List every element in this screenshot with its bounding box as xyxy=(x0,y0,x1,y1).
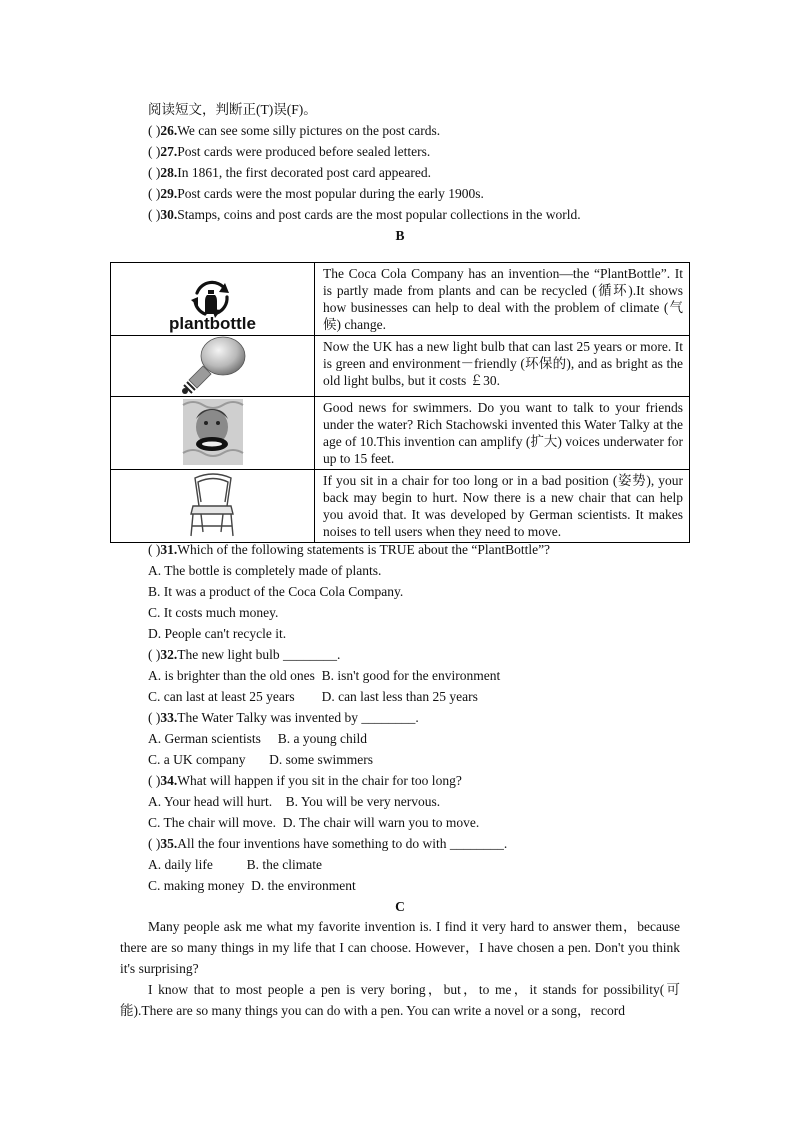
option: C. The chair will move. D. The chair will warn you to move. xyxy=(148,815,480,830)
swimmer-photo xyxy=(111,397,314,467)
question-text: In 1861, the first decorated post card appeared. xyxy=(177,165,432,180)
option: A. daily life B. the climate xyxy=(148,857,322,872)
inventions-table xyxy=(110,262,690,543)
question-number: 35. xyxy=(160,836,178,851)
question-29 xyxy=(148,185,484,202)
plantbottle-logo-cell xyxy=(111,263,315,336)
question-text: All the four inventions have something to do with ________. xyxy=(177,836,508,851)
table-row xyxy=(111,263,690,336)
answer-bracket: ( ) xyxy=(148,710,161,725)
section-heading-c: C xyxy=(395,899,405,914)
answer-bracket: ( ) xyxy=(148,165,161,180)
invention-text: If you sit in a chair for too long or in a bad position (姿势), your back may begin to hurt. Now there is a new chair that can help you avoid that. It was developed by German scientists. It makes noises to tell users when they need to move. xyxy=(315,470,690,543)
table-row xyxy=(111,336,690,397)
question-number: 34. xyxy=(160,773,178,788)
option: A. is brighter than the old ones B. isn't good for the environment xyxy=(148,668,501,683)
question-number: 32. xyxy=(160,647,178,662)
paragraph: Many people ask me what my favorite invention is. I find it very hard to answer them，because there are so many things in my life that I can choose. However，I have chosen a pen. Don't you think it's surprising? xyxy=(120,919,680,976)
paragraph: I know that to most people a pen is very boring，but，to me，it stands for possibility(可能).There are so many things you can do with a pen. You can write a novel or a song，record xyxy=(120,982,680,1018)
answer-bracket: ( ) xyxy=(148,773,161,788)
answer-bracket: ( ) xyxy=(148,836,161,851)
question-34 xyxy=(148,772,462,789)
question-number: 26. xyxy=(160,123,178,138)
question-text: The new light bulb ________. xyxy=(177,647,341,662)
logo-text: plantbottle xyxy=(169,314,256,333)
invention-text: Good news for swimmers. Do you want to talk to your friends under the water? Rich Stachowski invented this Water Talky at the age of 10.This invention can amplify (扩大) voices underwater for up to 15 feet. xyxy=(315,397,690,470)
chair-cell xyxy=(111,470,315,543)
question-28 xyxy=(148,164,431,181)
table-row xyxy=(111,470,690,543)
invention-text: The Coca Cola Company has an invention—the “PlantBottle”. It is partly made from plants and can be recycled (循环).It shows how businesses can help to deal with the problem of climate (气候) change. xyxy=(315,263,690,336)
question-33 xyxy=(148,709,419,726)
question-number: 28. xyxy=(160,165,178,180)
section-heading-b: B xyxy=(395,228,405,243)
option: A. Your head will hurt. B. You will be very nervous. xyxy=(148,794,441,809)
question-27 xyxy=(148,143,430,160)
light-bulb-cell xyxy=(111,336,315,397)
option: A. The bottle is completely made of plants. xyxy=(148,563,382,578)
option: B. It was a product of the Coca Cola Company. xyxy=(148,584,404,599)
option: C. making money D. the environment xyxy=(148,878,356,893)
question-number: 31. xyxy=(160,542,178,557)
question-number: 30. xyxy=(160,207,178,222)
answer-bracket: ( ) xyxy=(148,144,161,159)
answer-bracket: ( ) xyxy=(148,123,161,138)
invention-text: Now the UK has a new light bulb that can last 25 years or more. It is green and environment－friendly (环保的), and as bright as the old light bulbs, but it costs ￡30. xyxy=(315,336,690,397)
question-number: 33. xyxy=(160,710,178,725)
option: C. a UK company D. some swimmers xyxy=(148,752,373,767)
question-26 xyxy=(148,122,440,139)
question-text: The Water Talky was invented by ________. xyxy=(177,710,419,725)
recycle-bottle-icon xyxy=(111,263,314,333)
question-31 xyxy=(148,541,550,558)
answer-bracket: ( ) xyxy=(148,186,161,201)
light-bulb-image xyxy=(111,336,314,396)
question-32 xyxy=(148,646,340,663)
answer-bracket: ( ) xyxy=(148,542,161,557)
answer-bracket: ( ) xyxy=(148,207,161,222)
question-text: Stamps, coins and post cards are the most popular collections in the world. xyxy=(177,207,581,222)
question-text: We can see some silly pictures on the post cards. xyxy=(177,123,441,138)
option: D. People can't recycle it. xyxy=(148,626,287,641)
question-text: Post cards were the most popular during the early 1900s. xyxy=(177,186,484,201)
option: C. can last at least 25 years D. can last less than 25 years xyxy=(148,689,478,704)
question-text: What will happen if you sit in the chair for too long? xyxy=(177,773,462,788)
question-30 xyxy=(148,206,581,223)
question-text: Which of the following statements is TRUE about the “PlantBottle”? xyxy=(177,542,551,557)
water-talky-cell xyxy=(111,397,315,470)
question-text: Post cards were produced before sealed letters. xyxy=(177,144,431,159)
option: A. German scientists B. a young child xyxy=(148,731,367,746)
table-row xyxy=(111,397,690,470)
answer-bracket: ( ) xyxy=(148,647,161,662)
question-number: 27. xyxy=(160,144,178,159)
chair-image xyxy=(111,470,314,540)
option: C. It costs much money. xyxy=(148,605,279,620)
question-35 xyxy=(148,835,507,852)
instruction: 阅读短文，判断正(T)误(F)。 xyxy=(148,102,317,117)
question-number: 29. xyxy=(160,186,178,201)
